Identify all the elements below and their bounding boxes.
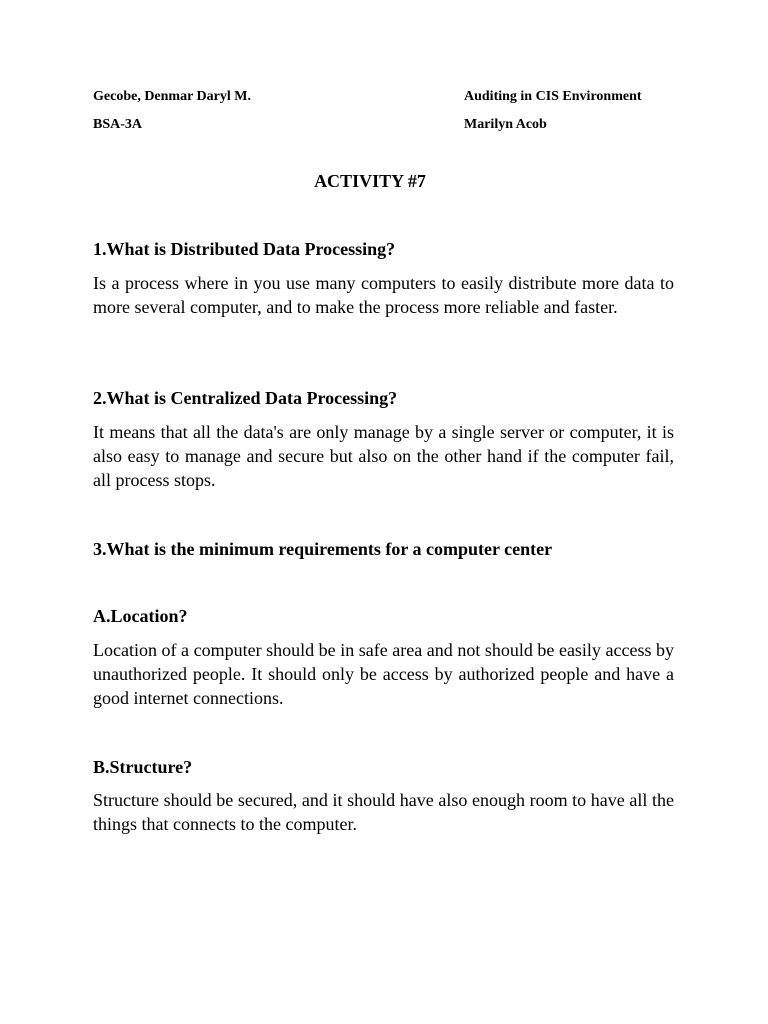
- student-name: Gecobe, Denmar Daryl M.: [93, 89, 251, 104]
- subquestion-a-heading: A.Location?: [93, 606, 188, 626]
- subquestion-b-heading: B.Structure?: [93, 757, 193, 777]
- question-1-answer: Is a process where in you use many computers to easily distribute more data to more several computer, and to make the process more reliable and faster.: [93, 273, 674, 317]
- question-2-heading: 2.What is Centralized Data Processing?: [93, 388, 398, 408]
- page-title: ACTIVITY #7: [314, 171, 426, 191]
- question-3-heading: 3.What is the minimum requirements for a computer center: [93, 539, 553, 559]
- section-label: BSA-3A: [93, 117, 143, 132]
- question-1-heading: 1.What is Distributed Data Processing?: [93, 239, 396, 259]
- subquestion-b-answer: Structure should be secured, and it should have also enough room to have all the things that connects to the computer.: [93, 790, 674, 834]
- subquestion-a-answer: Location of a computer should be in safe area and not should be easily access by unauthorized people. It should only be access by authorized people and have a good internet connections.: [93, 640, 674, 708]
- question-2-answer: It means that all the data's are only manage by a single server or computer, it is also easy to manage and secure but also on the other hand if the computer fail, all process stops.: [93, 422, 674, 490]
- instructor-name: Marilyn Acob: [464, 117, 547, 132]
- course-name: Auditing in CIS Environment: [464, 89, 642, 104]
